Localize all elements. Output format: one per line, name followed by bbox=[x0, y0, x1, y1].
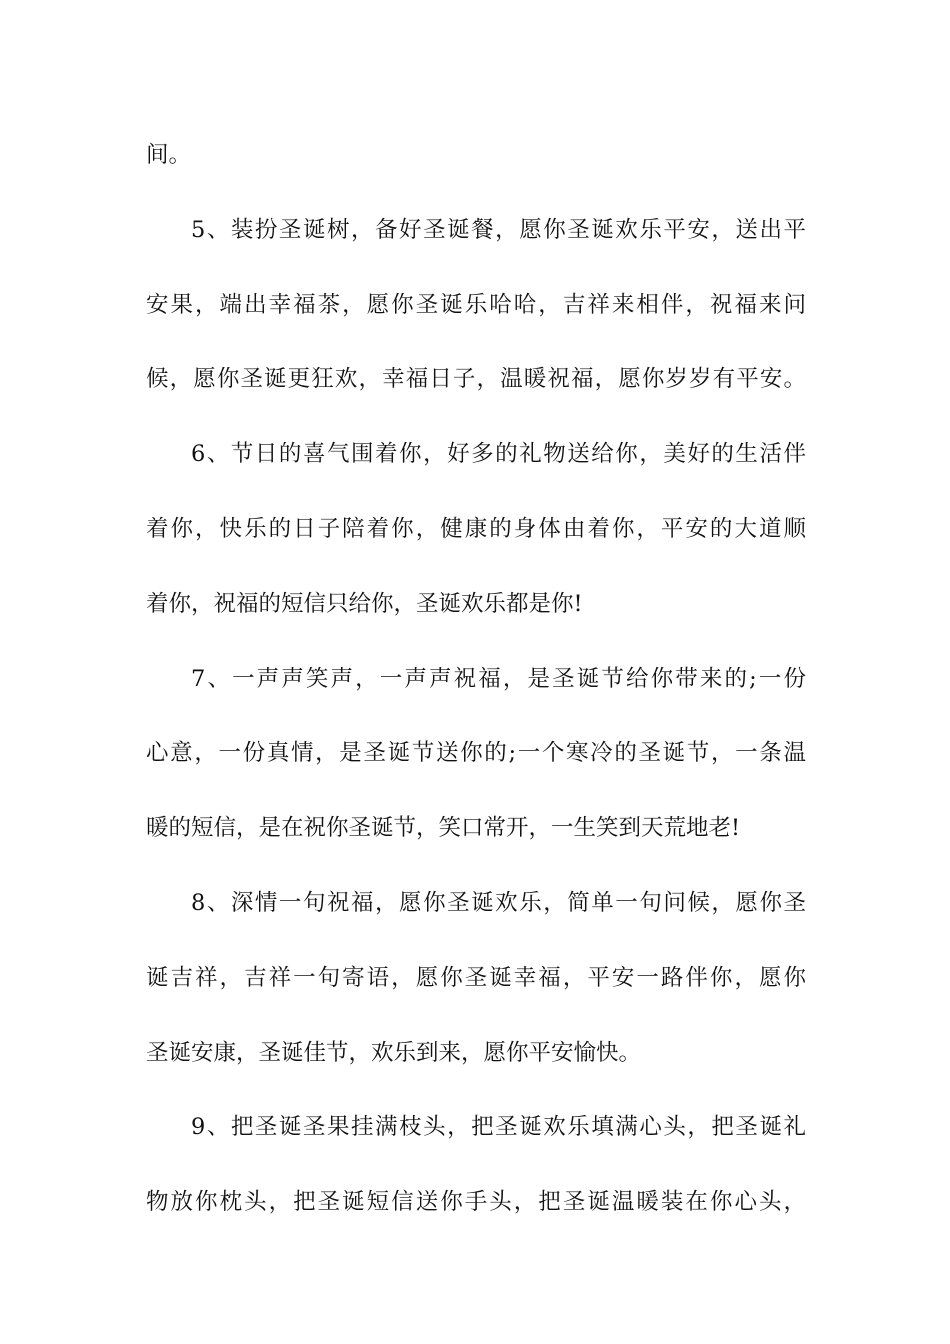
paragraph-5-line-3: 候，愿你圣诞更狂欢，幸福日子，温暖祝福，愿你岁岁有平安。 bbox=[146, 366, 806, 393]
paragraph-7-line-3: 暖的短信，是在祝你圣诞节，笑口常开，一生笑到天荒地老! bbox=[146, 815, 741, 842]
paragraph-8-line-1: 8、深情一句祝福，愿你圣诞欢乐，简单一句问候，愿你圣 bbox=[191, 889, 806, 916]
paragraph-7-line-2: 心意，一份真情，是圣诞节送你的;一个寒冷的圣诞节，一条温 bbox=[146, 740, 806, 767]
paragraph-9-line-1: 9、把圣诞圣果挂满枝头，把圣诞欢乐填满心头，把圣诞礼 bbox=[191, 1114, 806, 1141]
paragraph-8-line-2: 诞吉祥，吉祥一句寄语，愿你圣诞幸福，平安一路伴你，愿你 bbox=[146, 964, 806, 991]
paragraph-8-line-3: 圣诞安康，圣诞佳节，欢乐到来，愿你平安愉快。 bbox=[146, 1039, 642, 1066]
paragraph-6-line-1: 6、节日的喜气围着你，好多的礼物送给你，美好的生活伴 bbox=[191, 441, 806, 468]
paragraph-5-line-2: 安果，端出幸福茶，愿你圣诞乐哈哈，吉祥来相伴，祝福来问 bbox=[146, 291, 806, 318]
paragraph-5-line-1: 5、装扮圣诞树，备好圣诞餐，愿你圣诞欢乐平安，送出平 bbox=[191, 216, 806, 243]
paragraph-6-line-2: 着你，快乐的日子陪着你，健康的身体由着你，平安的大道顺 bbox=[146, 515, 806, 542]
text-line: 间。 bbox=[146, 142, 192, 168]
paragraph-6-line-3: 着你，祝福的短信只给你，圣诞欢乐都是你! bbox=[146, 590, 583, 617]
document-body bbox=[146, 118, 806, 1240]
paragraph-7-line-1: 7、一声声笑声，一声声祝福，是圣诞节给你带来的;一份 bbox=[191, 665, 806, 692]
paragraph-9-line-2: 物放你枕头，把圣诞短信送你手头，把圣诞温暖装在你心头， bbox=[146, 1189, 806, 1216]
